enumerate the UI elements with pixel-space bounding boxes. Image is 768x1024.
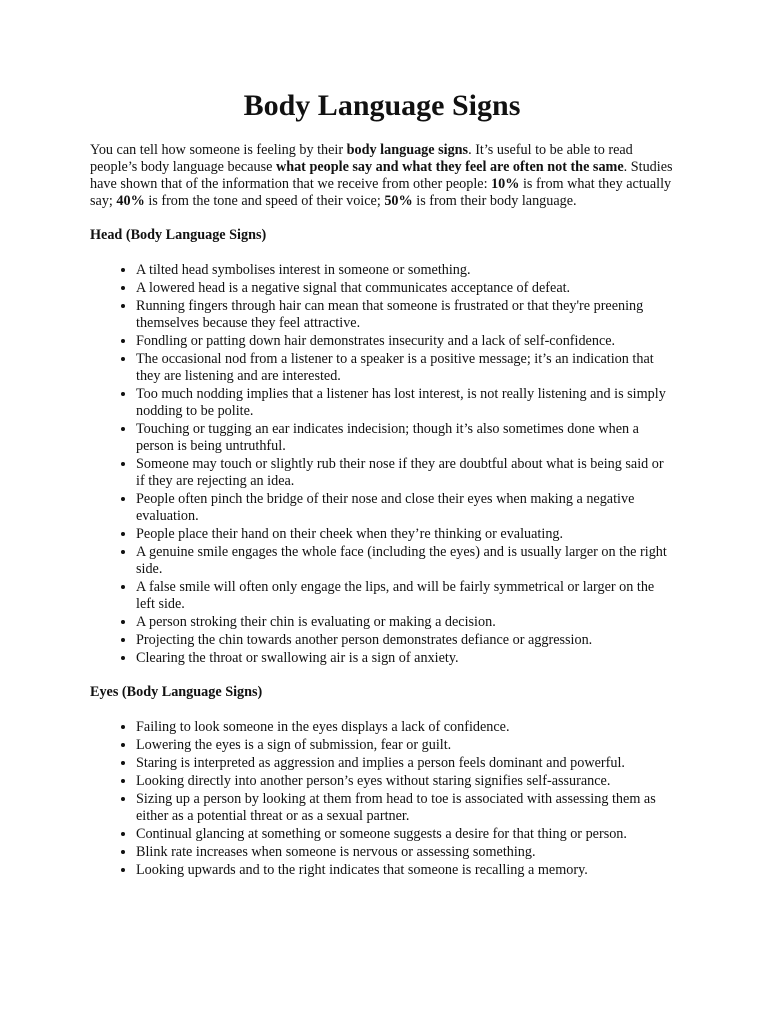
intro-text-3: . Studies have shown that of the information that we receive from other people:	[90, 159, 673, 192]
list-item: • Staring is interpreted as aggression and implies a person feels dominant and powerful.	[136, 754, 674, 772]
list-item: • A false smile will often only engage the lips, and will be fairly symmetrical or larger on the left side.	[136, 578, 674, 613]
list-item: • The occasional nod from a listener to a speaker is a positive message; it’s an indication that they are listening and are interested.	[136, 350, 674, 385]
sections-container	[90, 227, 674, 879]
list-item: • Sizing up a person by looking at them from head to toe is associated with assessing them as either as a potential threat or as a sexual partner.	[136, 790, 674, 825]
intro-text-5: is from the tone and speed of their voice;	[144, 193, 385, 209]
list-item: • A person stroking their chin is evaluating or making a decision.	[136, 613, 674, 631]
list-item: • Someone may touch or slightly rub their nose if they are doubtful about what is being said or if they are rejecting an idea.	[136, 455, 674, 490]
page-title: Body Language Signs	[243, 89, 521, 122]
list-item: • Running fingers through hair can mean that someone is frustrated or that they're preening themselves because they feel attractive.	[136, 297, 674, 332]
intro-text-4: is from what they actually say;	[90, 176, 672, 209]
intro-text-2: . It’s useful to be able to read people’s body language because	[90, 142, 633, 175]
intro-bold-3: 10%	[491, 176, 520, 192]
intro-text-1: You can tell how someone is feeling by their	[90, 142, 347, 158]
list-item: • Projecting the chin towards another person demonstrates defiance or aggression.	[136, 631, 674, 649]
list-item: • A lowered head is a negative signal that communicates acceptance of defeat.	[136, 279, 674, 297]
list-item: • Failing to look someone in the eyes displays a lack of confidence.	[136, 718, 674, 736]
intro-bold-1: body language signs	[346, 142, 469, 158]
list-item: • Continual glancing at something or someone suggests a desire for that thing or person.	[136, 825, 674, 843]
section-heading: Head (Body Language Signs)	[90, 227, 267, 243]
bullet-list	[90, 261, 674, 667]
bullet-list	[90, 718, 674, 879]
list-item: • Looking upwards and to the right indicates that someone is recalling a memory.	[136, 861, 674, 879]
list-item: • A tilted head symbolises interest in someone or something.	[136, 261, 674, 279]
list-item: • A genuine smile engages the whole face (including the eyes) and is usually larger on the right side.	[136, 543, 674, 578]
list-item: • Looking directly into another person’s eyes without staring signifies self-assurance.	[136, 772, 674, 790]
list-item: • Fondling or patting down hair demonstrates insecurity and a lack of self-confidence.	[136, 332, 674, 350]
intro-bold-2: what people say and what they feel are often not the same	[275, 159, 624, 175]
intro-bold-5: 50%	[384, 193, 413, 209]
list-item: • Blink rate increases when someone is nervous or assessing something.	[136, 843, 674, 861]
intro-text-6: is from their body language.	[412, 193, 577, 209]
list-item: • Too much nodding implies that a listener has lost interest, is not really listening and is simply nodding to be polite.	[136, 385, 674, 420]
list-item: • Clearing the throat or swallowing air is a sign of anxiety.	[136, 649, 674, 667]
list-item: • People place their hand on their cheek when they’re thinking or evaluating.	[136, 525, 674, 543]
intro-bold-4: 40%	[116, 193, 145, 209]
list-item: • People often pinch the bridge of their nose and close their eyes when making a negative evaluation.	[136, 490, 674, 525]
section-heading: Eyes (Body Language Signs)	[90, 684, 263, 700]
intro-paragraph	[90, 142, 674, 210]
list-item: • Lowering the eyes is a sign of submission, fear or guilt.	[136, 736, 674, 754]
list-item: • Touching or tugging an ear indicates indecision; though it’s also sometimes done when a person is being untruthful.	[136, 420, 674, 455]
